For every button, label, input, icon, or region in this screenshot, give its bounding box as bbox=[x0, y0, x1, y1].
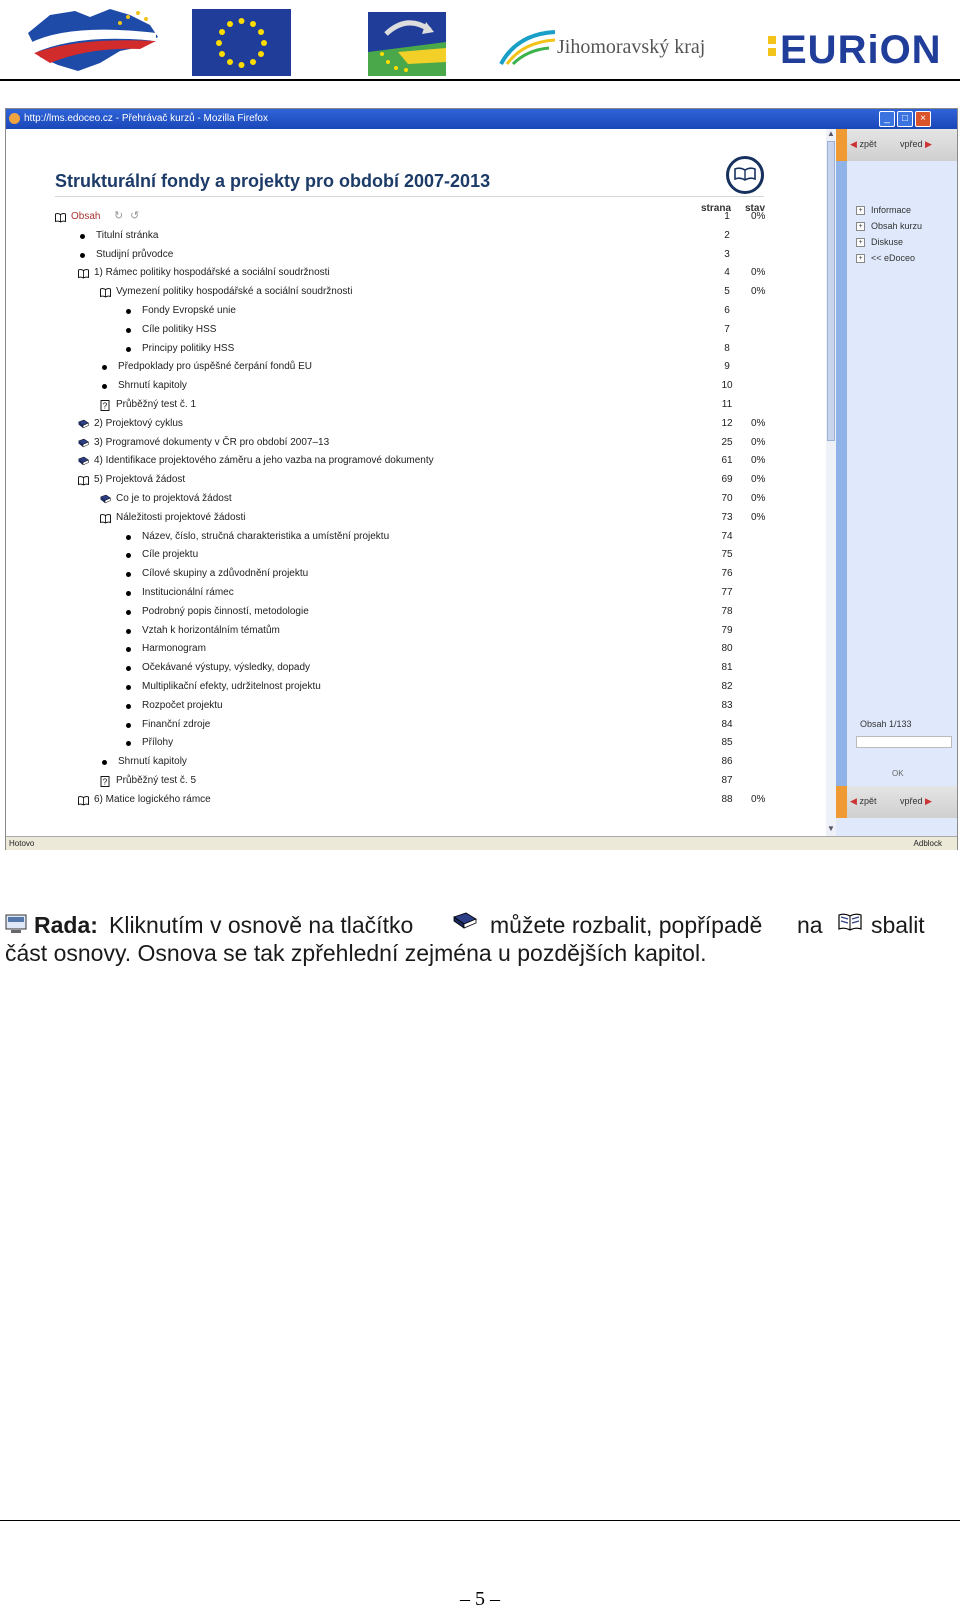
outline-label[interactable]: 4) Identifikace projektového záměru a jeho vazba na programové dokumenty bbox=[94, 455, 434, 467]
scrollbar-thumb[interactable] bbox=[827, 141, 835, 441]
header-rule bbox=[0, 79, 960, 81]
page-number: – 5 – bbox=[460, 1588, 500, 1610]
outline-page: 1 bbox=[724, 211, 730, 222]
outline-page: 86 bbox=[721, 756, 733, 768]
outline-state: 0% bbox=[751, 493, 766, 504]
bullet-icon bbox=[126, 535, 131, 540]
menu-label: Obsah kurzu bbox=[871, 221, 923, 231]
book-open-icon[interactable] bbox=[78, 474, 89, 485]
outline-row[interactable] bbox=[6, 621, 806, 640]
outline-row[interactable] bbox=[6, 207, 806, 226]
book-closed-icon[interactable] bbox=[78, 455, 89, 466]
book-open-icon[interactable] bbox=[55, 211, 66, 222]
back-label: zpět bbox=[859, 796, 877, 806]
outline-row[interactable] bbox=[6, 564, 806, 583]
outline-label[interactable]: Průběžný test č. 1 bbox=[116, 399, 197, 410]
minimize-button[interactable]: _ bbox=[879, 111, 895, 127]
book-closed-icon[interactable] bbox=[78, 418, 89, 429]
panel-input-field[interactable] bbox=[856, 736, 952, 748]
outline-page: 83 bbox=[721, 699, 733, 711]
panel-accent bbox=[836, 786, 847, 818]
outline-label[interactable]: Přílohy bbox=[142, 737, 174, 749]
outline-state: 0% bbox=[751, 286, 766, 298]
back-button-top[interactable] bbox=[850, 139, 876, 150]
outline-label[interactable]: Institucionální rámec bbox=[142, 587, 234, 598]
bullet-icon bbox=[126, 309, 131, 314]
outline-page: 85 bbox=[721, 737, 733, 749]
navigation-panel bbox=[836, 129, 957, 836]
tip-text-part4: sbalit bbox=[871, 912, 925, 938]
outline-page: 84 bbox=[721, 718, 733, 730]
outline-label[interactable]: Rozpočet projektu bbox=[142, 699, 223, 711]
ok-button[interactable]: OK bbox=[892, 769, 904, 778]
outline-label[interactable]: 1) Rámec politiky hospodářské a sociální soudržnosti bbox=[94, 267, 330, 279]
bullet-icon bbox=[126, 591, 131, 596]
outline-page: 82 bbox=[721, 681, 733, 692]
bullet-icon bbox=[126, 666, 131, 671]
browser-status-bar bbox=[6, 836, 957, 850]
outline-label[interactable]: 2) Projektový cyklus bbox=[94, 417, 183, 429]
outline-row[interactable] bbox=[6, 733, 806, 752]
outline-label[interactable]: Multiplikační efekty, udržitelnost projektu bbox=[142, 681, 321, 692]
outline-page: 8 bbox=[724, 342, 730, 354]
outline-page: 61 bbox=[721, 455, 733, 467]
outline-page: 70 bbox=[721, 493, 733, 504]
footer-rule bbox=[0, 1520, 960, 1521]
outline-label[interactable]: Co je to projektová žádost bbox=[116, 493, 232, 504]
outline-page: 7 bbox=[724, 323, 730, 335]
bullet-icon bbox=[126, 328, 131, 333]
outline-row[interactable] bbox=[6, 715, 806, 734]
column-header-page: strana bbox=[701, 203, 732, 214]
book-closed-icon bbox=[452, 911, 478, 933]
outline-row[interactable] bbox=[6, 357, 806, 376]
scroll-up-arrow-icon[interactable]: ▲ bbox=[827, 129, 835, 138]
outline-row[interactable] bbox=[6, 245, 806, 264]
outline-page: 87 bbox=[721, 775, 733, 786]
refresh-icon[interactable]: ↻ bbox=[114, 210, 124, 222]
bullet-icon bbox=[126, 647, 131, 652]
column-header-state: stav bbox=[745, 203, 766, 214]
outline-page: 6 bbox=[724, 305, 730, 316]
eurion-logo bbox=[768, 28, 942, 74]
panel-stripe bbox=[836, 161, 847, 786]
bullet-icon bbox=[126, 723, 131, 728]
tip-text-part3: na bbox=[797, 912, 823, 938]
outline-row[interactable] bbox=[6, 226, 806, 245]
panel-top-bar bbox=[836, 129, 957, 161]
outline-label[interactable]: Vztah k horizontálním tématům bbox=[142, 624, 280, 636]
outline-label[interactable]: Finanční zdroje bbox=[142, 718, 211, 730]
eu-flag-logo bbox=[192, 9, 291, 76]
outline-state: 0% bbox=[751, 455, 766, 467]
outline-row[interactable] bbox=[6, 376, 806, 395]
course-book-icon bbox=[726, 156, 764, 194]
outline-page: 25 bbox=[721, 436, 733, 448]
outline-label[interactable]: Fondy Evropské unie bbox=[142, 305, 236, 316]
outline-label[interactable]: Shrnutí kapitoly bbox=[118, 380, 187, 392]
outline-page: 5 bbox=[724, 286, 730, 298]
bullet-icon bbox=[102, 760, 107, 765]
book-closed-icon[interactable] bbox=[78, 437, 89, 448]
outline-state: 0% bbox=[751, 793, 766, 805]
outline-label[interactable]: Vymezení politiky hospodářské a sociální soudržnosti bbox=[116, 286, 353, 298]
panel-accent bbox=[836, 129, 847, 161]
jmk-logo-text: Jihomoravský kraj bbox=[557, 36, 706, 58]
forward-button-bottom[interactable] bbox=[900, 796, 932, 807]
bullet-icon bbox=[126, 629, 131, 634]
book-open-icon[interactable] bbox=[78, 267, 89, 278]
test-icon[interactable] bbox=[100, 399, 111, 410]
outline-label[interactable]: Cílové skupiny a zdůvodnění projektu bbox=[142, 568, 309, 580]
outline-row[interactable] bbox=[6, 263, 806, 282]
back-button-bottom[interactable] bbox=[850, 796, 876, 807]
jihomoravsky-kraj-logo bbox=[497, 28, 706, 68]
close-button[interactable]: × bbox=[915, 111, 931, 127]
outline-page: 75 bbox=[721, 549, 733, 561]
bullet-icon bbox=[126, 610, 131, 615]
outline-label[interactable]: Očekávané výstupy, výsledky, dopady bbox=[142, 662, 311, 674]
book-closed-icon[interactable] bbox=[100, 493, 111, 504]
outline-row[interactable] bbox=[6, 395, 806, 414]
outline-state: 0% bbox=[751, 267, 766, 279]
outline-row[interactable] bbox=[6, 545, 806, 564]
outline-page: 88 bbox=[721, 793, 733, 805]
outline-row[interactable] bbox=[6, 752, 806, 771]
outline-row[interactable] bbox=[6, 414, 806, 433]
outline-label[interactable]: Titulní stránka bbox=[96, 229, 159, 241]
outline-row[interactable] bbox=[6, 489, 806, 508]
outline-state: 0% bbox=[751, 436, 766, 448]
outline-row[interactable] bbox=[6, 771, 806, 790]
outline-row[interactable] bbox=[6, 339, 806, 358]
bullet-icon bbox=[126, 685, 131, 690]
outline-label[interactable]: Cíle projektu bbox=[142, 549, 199, 561]
outline-row[interactable] bbox=[6, 790, 806, 809]
arrow-right-icon: ▶ bbox=[925, 139, 932, 149]
vertical-scrollbar[interactable] bbox=[826, 129, 836, 836]
outline-label[interactable]: 5) Projektová žádost bbox=[94, 474, 186, 486]
test-icon[interactable] bbox=[100, 775, 111, 786]
outline-row[interactable] bbox=[6, 602, 806, 621]
outline-row[interactable] bbox=[6, 583, 806, 602]
expand-icon: + bbox=[856, 222, 865, 231]
outline-row[interactable] bbox=[6, 301, 806, 320]
outline-page: 80 bbox=[721, 643, 733, 655]
outline-row[interactable] bbox=[6, 451, 806, 470]
tip-text-part1: Kliknutím v osnově na tlačítko bbox=[109, 912, 414, 938]
menu-label: << eDoceo bbox=[871, 253, 916, 263]
course-title: Strukturální fondy a projekty pro období 2007-2013 bbox=[55, 171, 491, 191]
bullet-icon bbox=[126, 347, 131, 352]
panel-status: Obsah 1/133 bbox=[860, 719, 912, 729]
firefox-icon bbox=[9, 113, 20, 124]
outline-label[interactable]: Shrnutí kapitoly bbox=[118, 756, 187, 768]
menu-label: Diskuse bbox=[871, 237, 904, 247]
back-label: zpět bbox=[859, 139, 877, 149]
outline-row[interactable] bbox=[6, 639, 806, 658]
panel-bottom-bar bbox=[836, 786, 957, 818]
outline-page: 12 bbox=[721, 417, 733, 429]
outline-row[interactable] bbox=[6, 527, 806, 546]
outline-state: 0% bbox=[751, 417, 766, 429]
forward-label: vpřed bbox=[900, 796, 923, 806]
outline-state: 0% bbox=[751, 211, 766, 222]
outline-page: 78 bbox=[721, 605, 733, 617]
book-open-icon[interactable] bbox=[78, 794, 89, 805]
outline-state: 0% bbox=[751, 511, 766, 523]
outline-label[interactable]: Předpoklady pro úspěšné čerpání fondů EU bbox=[118, 361, 313, 373]
tip-label: Rada: bbox=[34, 912, 98, 938]
outline-label[interactable]: Studijní průvodce bbox=[96, 248, 174, 260]
adblock-label[interactable]: Adblock bbox=[913, 839, 942, 848]
outline-page: 11 bbox=[721, 399, 733, 410]
panel-menu-item-edoceo[interactable] bbox=[856, 253, 915, 263]
browser-window bbox=[5, 108, 958, 850]
outline-state: 0% bbox=[751, 474, 766, 486]
menu-label: Informace bbox=[871, 205, 912, 215]
course-content bbox=[6, 129, 826, 836]
outline-label[interactable]: 6) Matice logického rámce bbox=[94, 793, 211, 805]
outline-page: 74 bbox=[721, 530, 733, 542]
outline-label[interactable]: Průběžný test č. 5 bbox=[116, 775, 197, 786]
browser-title: http://lms.edoceo.cz - Přehrávač kurzů - Mozilla Firefox bbox=[24, 113, 268, 124]
bullet-icon bbox=[126, 553, 131, 558]
outline-label[interactable]: Obsah bbox=[71, 211, 101, 222]
outline-label[interactable]: 3) Programové dokumenty v ČR pro období 2007–13 bbox=[94, 436, 330, 448]
browser-titlebar bbox=[6, 109, 957, 129]
scroll-down-arrow-icon[interactable]: ▼ bbox=[827, 824, 835, 833]
panel-menu-item-diskuse[interactable] bbox=[856, 237, 903, 247]
bullet-icon bbox=[102, 384, 107, 389]
svg-text:?: ? bbox=[102, 401, 108, 411]
bullet-icon bbox=[80, 253, 85, 258]
outline-row[interactable] bbox=[6, 658, 806, 677]
outline-label[interactable]: Náležitosti projektové žádosti bbox=[116, 511, 246, 523]
expand-icon: + bbox=[856, 238, 865, 247]
book-open-icon[interactable] bbox=[100, 512, 111, 523]
outline-page: 2 bbox=[724, 229, 730, 241]
forward-label: vpřed bbox=[900, 139, 923, 149]
outline-row[interactable] bbox=[6, 320, 806, 339]
outline-page: 79 bbox=[721, 624, 733, 636]
outline-row[interactable] bbox=[6, 282, 806, 301]
book-open-icon[interactable] bbox=[100, 286, 111, 297]
bullet-icon bbox=[102, 365, 107, 370]
forward-button-top[interactable] bbox=[900, 139, 932, 150]
arrow-left-icon: ◀ bbox=[850, 139, 857, 149]
outline-row[interactable] bbox=[6, 470, 806, 489]
expand-icon: + bbox=[856, 254, 865, 263]
outline-row[interactable] bbox=[6, 677, 806, 696]
outline-page: 73 bbox=[721, 511, 733, 523]
outline-page: 3 bbox=[724, 248, 730, 260]
outline-page: 76 bbox=[721, 568, 733, 580]
outline-row[interactable] bbox=[6, 433, 806, 452]
outline-page: 81 bbox=[721, 662, 733, 674]
bullet-icon bbox=[126, 704, 131, 709]
structural-funds-logo bbox=[368, 12, 446, 76]
panel-menu-item-obsah-kurzu[interactable] bbox=[856, 221, 922, 231]
czech-republic-logo bbox=[20, 3, 162, 75]
arrow-left-icon: ◀ bbox=[850, 796, 857, 806]
tip-monitor-icon bbox=[5, 913, 27, 935]
outline-label[interactable]: Název, číslo, stručná charakteristika a umístění projektu bbox=[142, 530, 390, 542]
logo-header bbox=[0, 0, 960, 80]
history-icon[interactable]: ↺ bbox=[130, 210, 140, 222]
status-text: Hotovo bbox=[9, 839, 35, 848]
bullet-icon bbox=[80, 234, 85, 239]
svg-text:?: ? bbox=[102, 777, 108, 787]
maximize-button[interactable]: □ bbox=[897, 111, 913, 127]
outline-label[interactable]: Podrobný popis činností, metodologie bbox=[142, 605, 309, 617]
expand-icon: + bbox=[856, 206, 865, 215]
outline-label[interactable]: Harmonogram bbox=[142, 643, 206, 655]
outline-page: 77 bbox=[721, 587, 733, 598]
jmk-swoosh-icon bbox=[497, 28, 557, 68]
tip-line-2: část osnovy. Osnova se tak zpřehlední zejména u pozdějších kapitol. bbox=[5, 940, 707, 966]
bullet-icon bbox=[126, 572, 131, 577]
panel-menu-item-informace[interactable] bbox=[856, 205, 911, 215]
book-open-icon bbox=[837, 911, 863, 933]
arrow-right-icon: ▶ bbox=[925, 796, 932, 806]
outline-label[interactable]: Principy politiky HSS bbox=[142, 342, 235, 354]
outline-page: 4 bbox=[724, 267, 730, 279]
outline-row[interactable] bbox=[6, 696, 806, 715]
outline-row[interactable] bbox=[6, 508, 806, 527]
outline-label[interactable]: Cíle politiky HSS bbox=[142, 323, 217, 335]
bullet-icon bbox=[126, 741, 131, 746]
tip-text-part2: můžete rozbalit, popřípadě bbox=[490, 912, 763, 938]
eurion-logo-text: EURiON bbox=[780, 28, 942, 72]
title-rule bbox=[55, 196, 764, 197]
outline-page: 9 bbox=[724, 361, 730, 373]
outline-page: 69 bbox=[721, 474, 733, 486]
outline-page: 10 bbox=[721, 380, 733, 392]
